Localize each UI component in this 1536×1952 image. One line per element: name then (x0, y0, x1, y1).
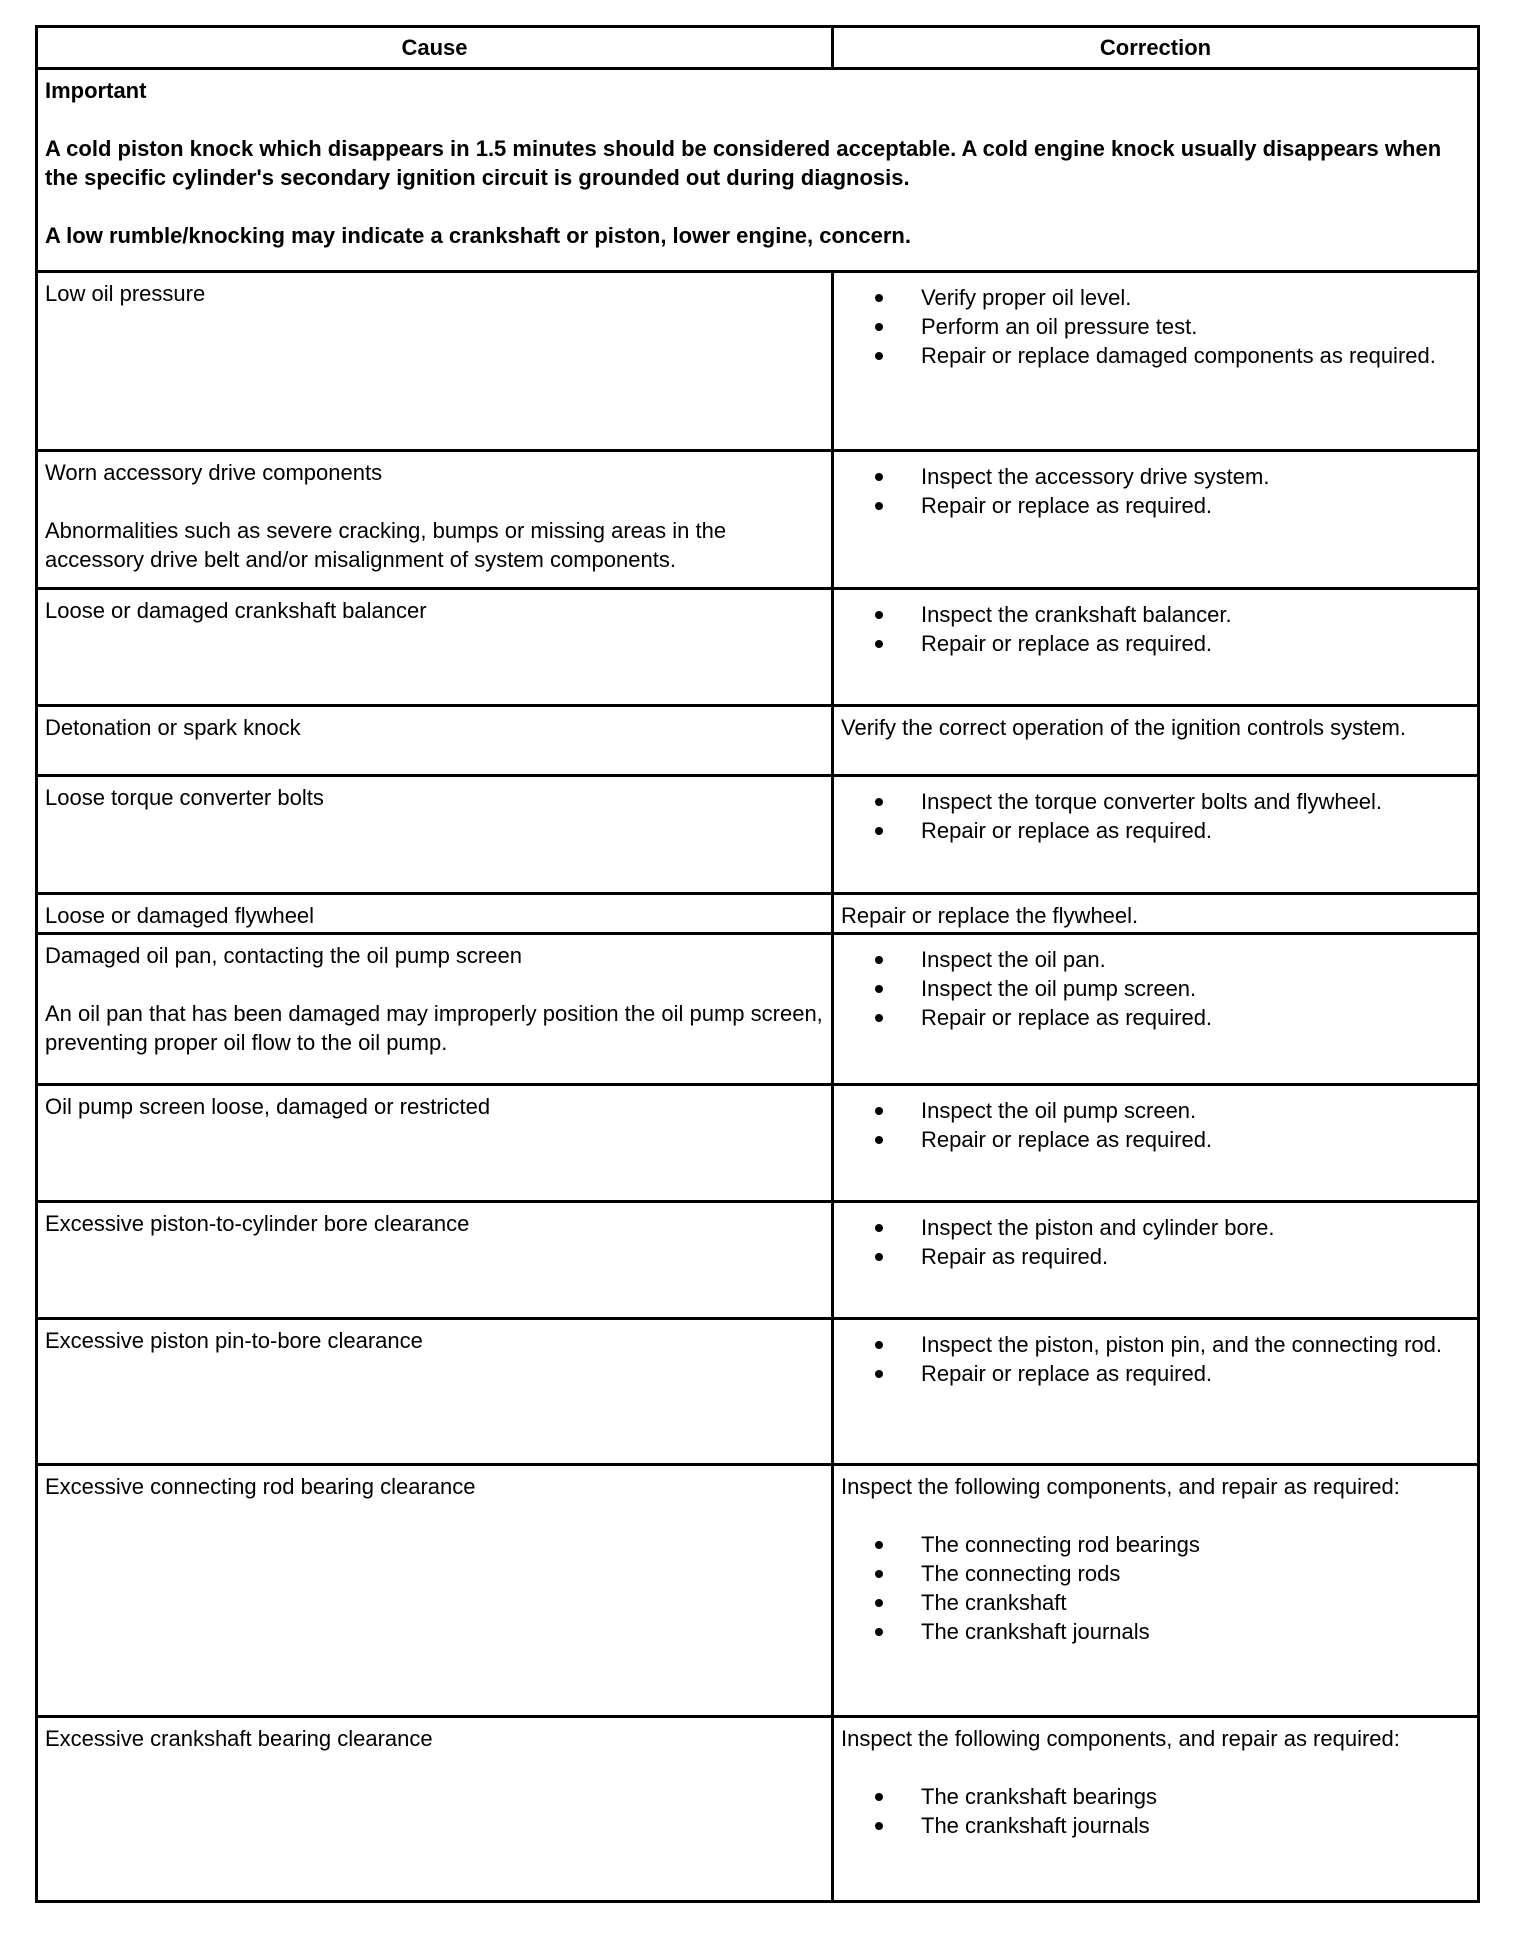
correction-cell (833, 894, 1479, 934)
correction-cell (833, 776, 1479, 894)
cause-text: Worn accessory drive components (45, 460, 383, 485)
table-row (37, 706, 1479, 776)
correction-item: Inspect the piston, piston pin, and the connecting rod. (921, 1330, 1471, 1359)
correction-item: Repair or replace as required. (921, 1359, 1471, 1388)
correction-cell (833, 1465, 1479, 1717)
correction-item: The crankshaft bearings (921, 1782, 1471, 1811)
correction-cell (833, 451, 1479, 589)
correction-cell (833, 272, 1479, 451)
table-row (37, 451, 1479, 589)
correction-item: Inspect the accessory drive system. (921, 462, 1471, 491)
cause-text: Loose torque converter bolts (45, 785, 324, 810)
correction-item: Repair or replace damaged components as required. (921, 341, 1471, 370)
header-correction: Correction (833, 27, 1479, 69)
correction-item: Verify proper oil level. (921, 283, 1471, 312)
correction-item: Inspect the oil pan. (921, 945, 1471, 974)
correction-item: Repair or replace as required. (921, 1003, 1471, 1032)
cause-cell (37, 894, 833, 934)
table-row (37, 934, 1479, 1085)
correction-list (841, 787, 1471, 845)
table-row (37, 1202, 1479, 1319)
cause-text: Excessive connecting rod bearing clearance (45, 1474, 476, 1499)
correction-list (841, 1213, 1471, 1271)
correction-item: Inspect the oil pump screen. (921, 974, 1471, 1003)
correction-list (841, 1782, 1471, 1840)
cause-text: Damaged oil pan, contacting the oil pump screen (45, 943, 522, 968)
correction-item: Inspect the torque converter bolts and flywheel. (921, 787, 1471, 816)
correction-item: The crankshaft journals (921, 1617, 1471, 1646)
correction-list (841, 1530, 1471, 1646)
cause-cell (37, 451, 833, 589)
important-title: Important (45, 78, 147, 103)
cause-cell (37, 589, 833, 706)
table-row (37, 1085, 1479, 1202)
correction-text: Inspect the following components, and repair as required: (841, 1474, 1400, 1499)
correction-list (841, 1096, 1471, 1154)
correction-cell (833, 706, 1479, 776)
cause-cell (37, 1085, 833, 1202)
correction-text: Verify the correct operation of the ignition controls system. (841, 715, 1406, 740)
diagnostic-table (35, 25, 1480, 1903)
table-row (37, 776, 1479, 894)
correction-item: Repair as required. (921, 1242, 1471, 1271)
cause-text: Excessive piston-to-cylinder bore clearance (45, 1211, 470, 1236)
correction-list (841, 283, 1471, 370)
correction-item: Repair or replace as required. (921, 491, 1471, 520)
correction-item: Inspect the crankshaft balancer. (921, 600, 1471, 629)
cause-text: Loose or damaged flywheel (45, 903, 315, 928)
correction-item: Perform an oil pressure test. (921, 312, 1471, 341)
correction-cell (833, 589, 1479, 706)
cause-cell (37, 1465, 833, 1717)
important-notice (37, 69, 1479, 272)
correction-list (841, 600, 1471, 658)
table-row (37, 894, 1479, 934)
correction-item: Repair or replace as required. (921, 816, 1471, 845)
cause-cell (37, 1717, 833, 1902)
correction-cell (833, 1319, 1479, 1465)
cause-text: Excessive crankshaft bearing clearance (45, 1726, 433, 1751)
cause-cell (37, 1319, 833, 1465)
important-text-2: A low rumble/knocking may indicate a crankshaft or piston, lower engine, concern. (45, 223, 911, 248)
cause-cell (37, 1202, 833, 1319)
correction-list (841, 1330, 1471, 1388)
table-row (37, 1465, 1479, 1717)
correction-item: The crankshaft journals (921, 1811, 1471, 1840)
cause-text: Loose or damaged crankshaft balancer (45, 598, 427, 623)
cause-cell (37, 272, 833, 451)
correction-list (841, 945, 1471, 1032)
table-row (37, 272, 1479, 451)
cause-cell (37, 934, 833, 1085)
correction-item: The crankshaft (921, 1588, 1471, 1617)
cause-text: Low oil pressure (45, 281, 206, 306)
correction-text: Repair or replace the flywheel. (841, 903, 1139, 928)
table-row (37, 1717, 1479, 1902)
correction-cell (833, 1717, 1479, 1902)
correction-cell (833, 934, 1479, 1085)
correction-item: Repair or replace as required. (921, 1125, 1471, 1154)
table-row (37, 589, 1479, 706)
correction-cell (833, 1202, 1479, 1319)
cause-cell (37, 706, 833, 776)
correction-item: Inspect the oil pump screen. (921, 1096, 1471, 1125)
correction-text: Inspect the following components, and repair as required: (841, 1726, 1400, 1751)
correction-item: The connecting rods (921, 1559, 1471, 1588)
header-cause: Cause (37, 27, 833, 69)
cause-text: Oil pump screen loose, damaged or restricted (45, 1094, 491, 1119)
correction-item: Inspect the piston and cylinder bore. (921, 1213, 1471, 1242)
cause-note: Abnormalities such as severe cracking, bumps or missing areas in the accessory drive belt and/or misalignment of system components. (45, 518, 727, 572)
cause-text: Excessive piston pin-to-bore clearance (45, 1328, 423, 1353)
important-text-1: A cold piston knock which disappears in 1.5 minutes should be considered acceptable. A cold engine knock usually disappears when the specific cylinder's secondary ignition circuit is grounded out during diagnosis. (45, 136, 1442, 190)
cause-cell (37, 776, 833, 894)
table-row (37, 1319, 1479, 1465)
correction-item: Repair or replace as required. (921, 629, 1471, 658)
correction-list (841, 462, 1471, 520)
cause-note: An oil pan that has been damaged may improperly position the oil pump screen, preventing proper oil flow to the oil pump. (45, 1001, 823, 1055)
correction-item: The connecting rod bearings (921, 1530, 1471, 1559)
correction-cell (833, 1085, 1479, 1202)
cause-text: Detonation or spark knock (45, 715, 301, 740)
